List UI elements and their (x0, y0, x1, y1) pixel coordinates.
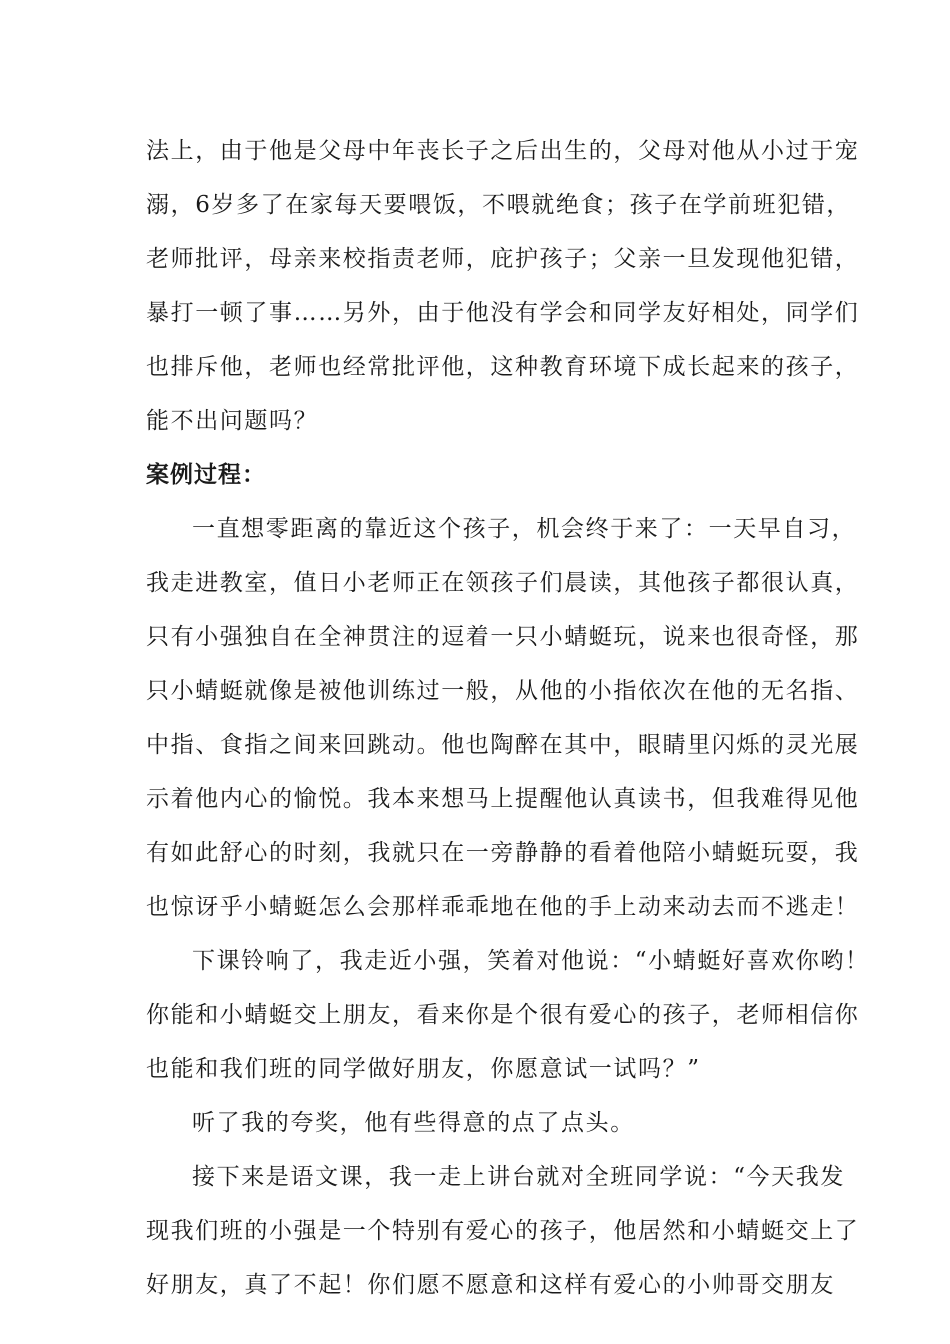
section-heading: 案例过程： (146, 461, 266, 488)
paragraph-first-line: 接下来是语文课，我一走上讲台就对全班同学说：“今天我发 (192, 1164, 845, 1190)
text-line: 只小蜻蜓就像是被他训练过一般，从他的小指依次在他的无名指、 (146, 678, 860, 704)
document-body (146, 124, 870, 1312)
paragraph-first-line: 一直想零距离的靠近这个孩子，机会终于来了：一天早自习， (192, 516, 857, 542)
text-line: 中指、食指之间来回跳动。他也陶醉在其中，眼睛里闪烁的灵光展 (146, 732, 860, 758)
text-line: 能不出问题吗？ (146, 408, 319, 434)
text-line: 暴打一顿了事……另外，由于他没有学会和同学友好相处，同学们 (146, 300, 860, 326)
text-line: 有如此舒心的时刻，我就只在一旁静静的看着他陪小蜻蜓玩耍，我 (146, 840, 860, 866)
text-line: 法上，由于他是父母中年丧长子之后出生的，父母对他从小过于宠 (146, 138, 860, 164)
text-line: 也排斥他，老师也经常批评他，这种教育环境下成长起来的孩子， (146, 354, 860, 380)
text-line: 老师批评，母亲来校指责老师，庇护孩子；父亲一旦发现他犯错， (146, 246, 860, 272)
text-line: 只有小强独自在全神贯注的逗着一只小蜻蜓玩，说来也很奇怪，那 (146, 624, 860, 650)
text-line: 溺，6岁多了在家每天要喂饭，不喂就绝食；孩子在学前班犯错， (146, 192, 852, 218)
text-line: 你能和小蜻蜓交上朋友，看来你是个很有爱心的孩子，老师相信你 (146, 1002, 860, 1028)
paragraph-first-line: 听了我的夸奖，他有些得意的点了点头。 (192, 1110, 635, 1136)
text-line: 好朋友，真了不起！你们愿不愿意和这样有爱心的小帅哥交朋友 (146, 1272, 835, 1298)
text-line: 现我们班的小强是一个特别有爱心的孩子，他居然和小蜻蜓交上了 (146, 1218, 860, 1244)
text-line: 示着他内心的愉悦。我本来想马上提醒他认真读书，但我难得见他 (146, 786, 860, 812)
paragraph-first-line: 下课铃响了，我走近小强，笑着对他说：“小蜻蜓好喜欢你哟！ (192, 948, 870, 974)
text-line: 也惊讶乎小蜻蜓怎么会那样乖乖地在他的手上动来动去而不逃走！ (146, 894, 860, 920)
text-line: 我走进教室，值日小老师正在领孩子们晨读，其他孩子都很认真， (146, 570, 860, 596)
text-line: 也能和我们班的同学做好朋友，你愿意试一试吗？” (146, 1056, 701, 1082)
